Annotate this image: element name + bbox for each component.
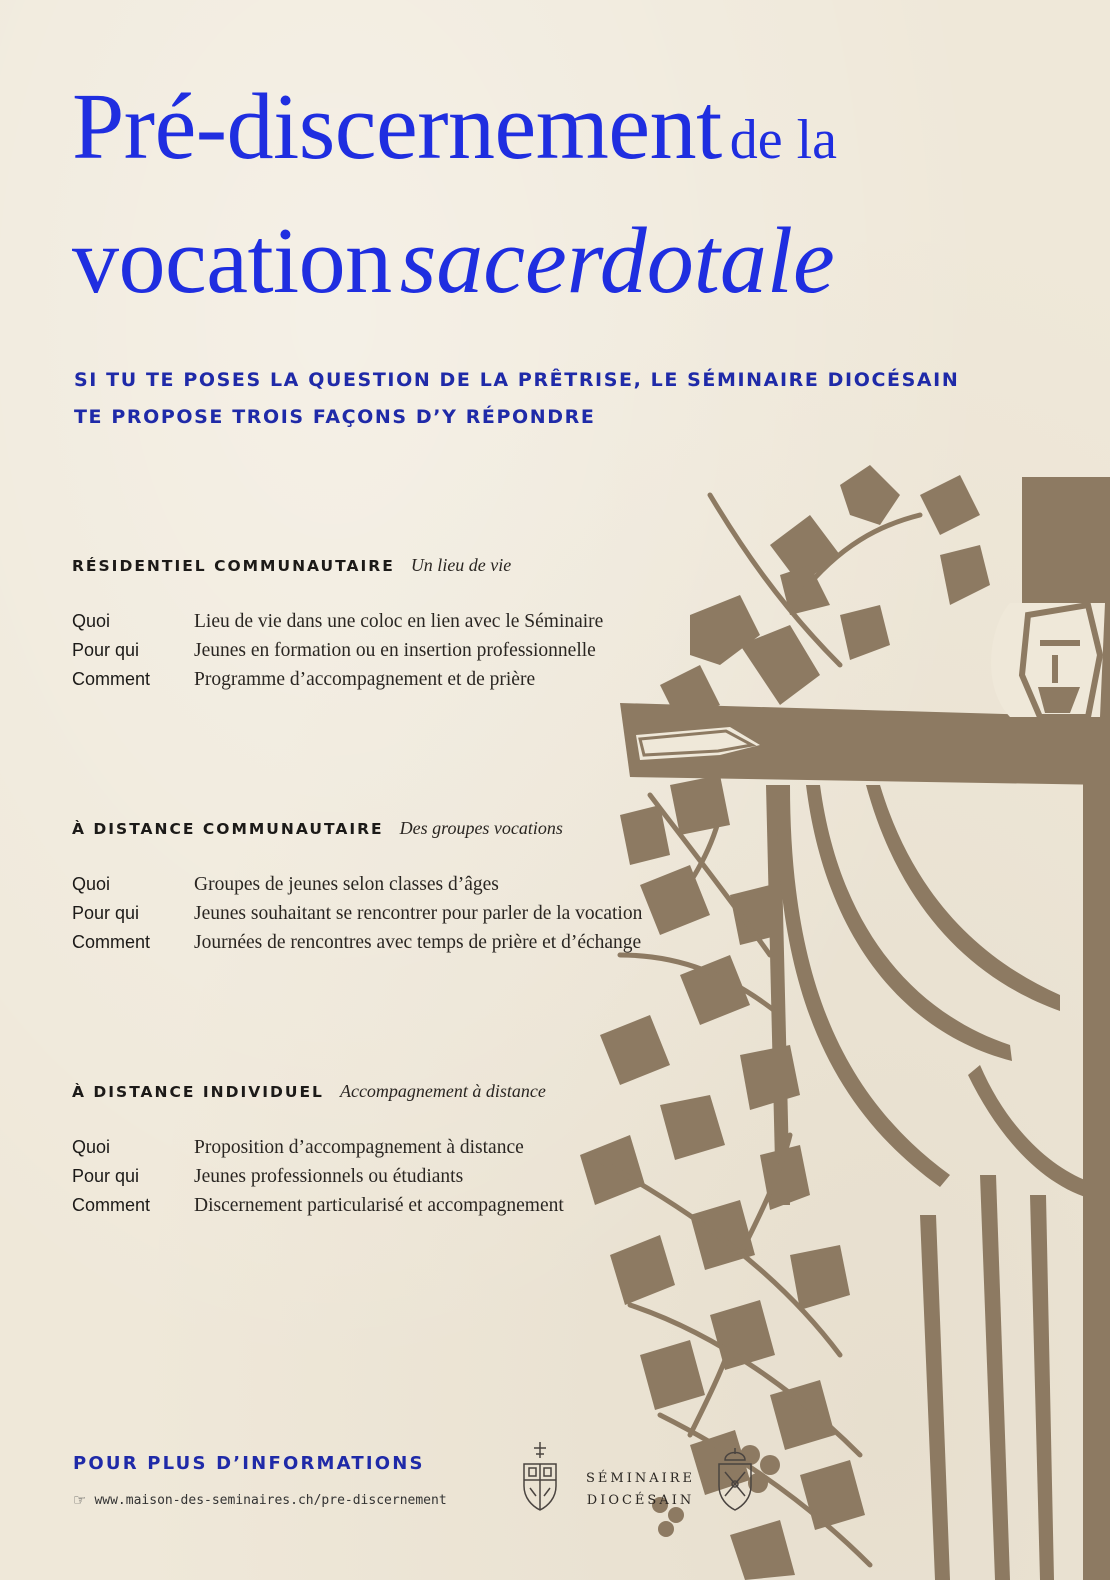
right-crest-icon bbox=[715, 1446, 755, 1512]
info-row-pour-qui bbox=[72, 1166, 732, 1195]
subtitle-line-2: TE PROPOSE TROIS FAÇONS D’Y RÉPONDRE bbox=[74, 406, 596, 428]
section-title: À DISTANCE COMMUNAUTAIRE bbox=[72, 820, 384, 838]
section-title: RÉSIDENTIEL COMMUNAUTAIRE bbox=[72, 557, 395, 575]
info-row-quoi bbox=[72, 874, 732, 903]
row-label: Quoi bbox=[72, 1137, 111, 1157]
info-row-comment bbox=[72, 1195, 732, 1224]
seminary-logo bbox=[520, 1440, 760, 1520]
left-crest-icon bbox=[520, 1440, 560, 1512]
info-row-quoi bbox=[72, 611, 732, 640]
title-word-sacerdotale: sacerdotale bbox=[399, 209, 835, 313]
row-label: Pour qui bbox=[72, 640, 140, 660]
row-label: Comment bbox=[72, 669, 151, 689]
info-row-pour-qui bbox=[72, 640, 732, 669]
row-value: Jeunes en formation ou en insertion professionnelle bbox=[194, 640, 596, 661]
title-word-de-la: de la bbox=[729, 109, 838, 171]
section-tagline: Un lieu de vie bbox=[410, 555, 512, 575]
title-word-vocation: vocation bbox=[72, 209, 392, 313]
row-value: Proposition d’accompagnement à distance bbox=[194, 1137, 524, 1158]
section-tagline: Accompagnement à distance bbox=[339, 1081, 546, 1101]
row-label: Pour qui bbox=[72, 1166, 140, 1186]
section-header bbox=[72, 818, 732, 842]
row-value: Journées de rencontres avec temps de prière et d’échange bbox=[194, 932, 642, 953]
row-value: Discernement particularisé et accompagnement bbox=[194, 1195, 564, 1216]
info-row-comment bbox=[72, 669, 732, 698]
row-label: Quoi bbox=[72, 874, 111, 894]
seminary-name-line-2: DIOCÉSAIN bbox=[586, 1493, 695, 1508]
row-value: Jeunes professionnels ou étudiants bbox=[194, 1166, 464, 1187]
title-line-1 bbox=[72, 75, 838, 179]
section-header bbox=[72, 1081, 732, 1105]
subtitle-line-1: SI TU TE POSES LA QUESTION DE LA PRÊTRISE, LE SÉMINAIRE DIOCÉSAIN bbox=[74, 369, 960, 391]
info-row-quoi bbox=[72, 1137, 732, 1166]
subtitle bbox=[74, 362, 1064, 436]
row-value: Jeunes souhaitant se rencontrer pour parler de la vocation bbox=[194, 903, 643, 924]
info-row-pour-qui bbox=[72, 903, 732, 932]
row-value: Groupes de jeunes selon classes d’âges bbox=[194, 874, 499, 895]
row-value: Lieu de vie dans une coloc en lien avec le Séminaire bbox=[194, 611, 604, 632]
pointing-hand-icon: ☞ bbox=[73, 1491, 87, 1509]
section-residentiel-communautaire bbox=[72, 555, 732, 698]
row-label: Quoi bbox=[72, 611, 111, 631]
row-value: Programme d’accompagnement et de prière bbox=[194, 669, 536, 690]
section-a-distance-individuel bbox=[72, 1081, 732, 1224]
section-rows bbox=[72, 874, 732, 961]
section-a-distance-communautaire bbox=[72, 818, 732, 961]
section-rows bbox=[72, 1137, 732, 1224]
seminary-name bbox=[578, 1468, 703, 1512]
row-label: Comment bbox=[72, 1195, 151, 1215]
section-tagline: Des groupes vocations bbox=[399, 818, 563, 838]
website-link-row[interactable] bbox=[73, 1491, 447, 1509]
row-label: Comment bbox=[72, 932, 151, 952]
more-info-heading: POUR PLUS D’INFORMATIONS bbox=[73, 1453, 425, 1474]
section-rows bbox=[72, 611, 732, 698]
info-row-comment bbox=[72, 932, 732, 961]
section-title: À DISTANCE INDIVIDUEL bbox=[72, 1083, 324, 1101]
title-line-2 bbox=[72, 209, 835, 313]
seminary-name-line-1: SÉMINAIRE bbox=[585, 1471, 696, 1486]
section-header bbox=[72, 555, 732, 579]
title-word-pre-discernement: Pré-discernement bbox=[72, 75, 722, 179]
website-url-link[interactable]: www.maison-des-seminaires.ch/pre-discernement bbox=[94, 1492, 447, 1508]
row-label: Pour qui bbox=[72, 903, 140, 923]
